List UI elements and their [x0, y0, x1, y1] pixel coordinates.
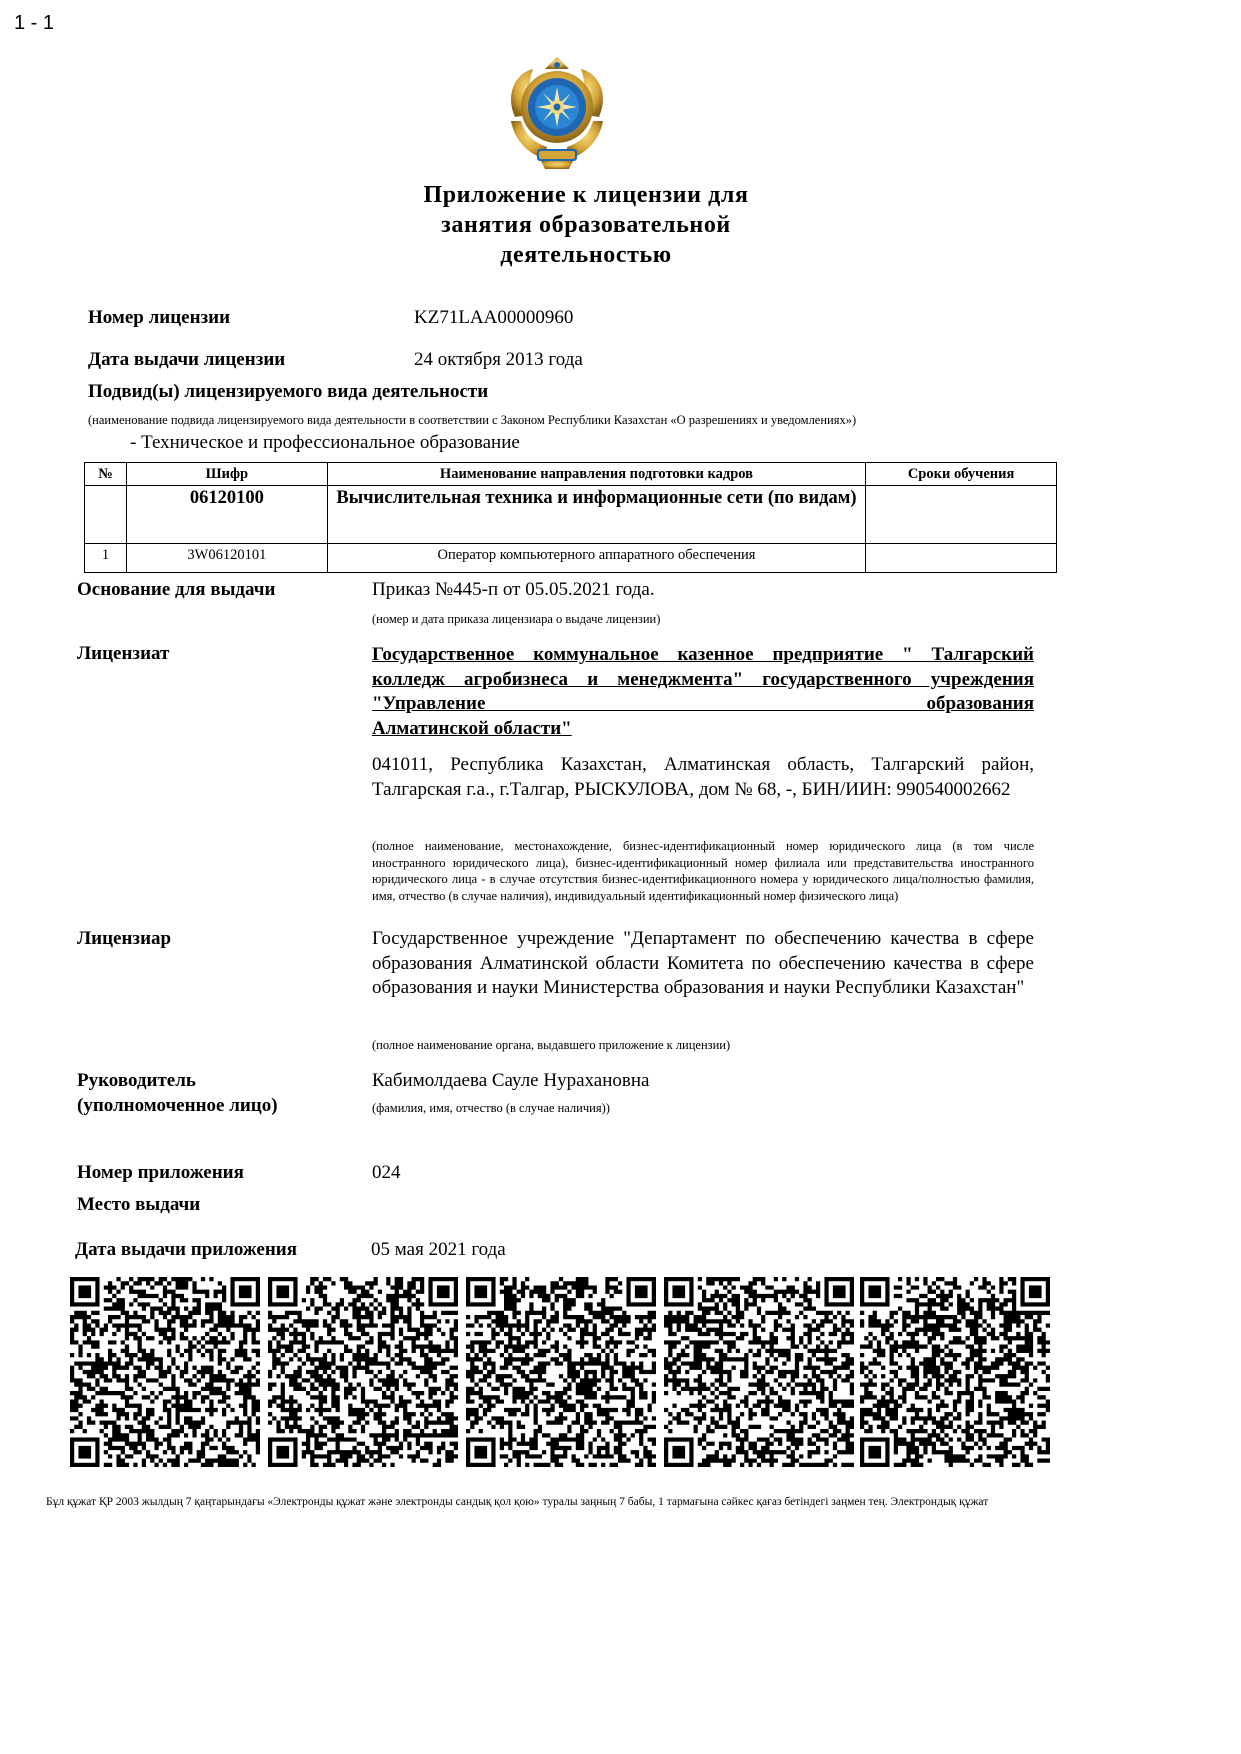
row-number-cell: 1	[85, 544, 127, 573]
document-title	[330, 180, 842, 270]
training-directions-table	[84, 462, 1057, 573]
title-line: деятельностью	[500, 242, 672, 268]
table-row	[85, 544, 1057, 573]
basis-note: (номер и дата приказа лицензиара о выдаче лицензии)	[372, 612, 661, 626]
appendix-date-value: 05 мая 2021 года	[371, 1239, 506, 1260]
qr-code-icon	[664, 1277, 854, 1467]
table-header-row	[85, 463, 1057, 486]
license-number-value: KZ71LAA00000960	[414, 307, 574, 328]
licensee-name-line: Государственное коммунальное казенное предприятие "	[372, 644, 913, 665]
licensee-address: 041011, Республика Казахстан, Алматинская область, Талгарский район, Талгарская г.а., г.Талгар, РЫСКУЛОВА, дом № 68, -, БИН/ИИН: 990540002662	[372, 754, 1034, 800]
head-name-value: Кабимолдаева Сауле Нурахановна	[372, 1070, 650, 1091]
qr-code-icon	[70, 1277, 260, 1467]
title-line: занятия образовательной	[441, 212, 731, 238]
license-date-label: Дата выдачи лицензии	[88, 349, 286, 370]
licensee-name-line: государственного учреждения "Управление образования	[372, 668, 1034, 714]
group-term-cell	[866, 486, 1057, 544]
qr-code-icon	[268, 1277, 458, 1467]
title-line: Приложение к лицензии для	[423, 182, 749, 208]
head-note: (фамилия, имя, отчество (в случае наличия))	[372, 1101, 610, 1115]
appendix-number-value: 024	[372, 1162, 401, 1183]
activity-subtype-label: Подвид(ы) лицензируемого вида деятельности	[88, 381, 489, 402]
head-label-authorized: (уполномоченное лицо)	[77, 1095, 278, 1116]
header-direction-name: Наименование направления подготовки кадров	[327, 463, 865, 486]
qr-code-icon	[466, 1277, 656, 1467]
appendix-date-label: Дата выдачи приложения	[75, 1239, 298, 1260]
licensee-name-line: Талгарский колледж агробизнеса и менеджмента"	[372, 644, 1034, 690]
kazakhstan-state-emblem-icon	[497, 55, 617, 171]
licensee-name-line: Алматинской области"	[372, 717, 572, 739]
appendix-number-label: Номер приложения	[77, 1162, 244, 1183]
activity-subtype-note: (наименование подвида лицензируемого вида деятельности в соответствии с Законом Республики Казахстан «О разрешениях и уведомлениях»)	[88, 413, 857, 427]
license-date-value: 24 октября 2013 года	[414, 349, 583, 370]
table-group-row	[85, 486, 1057, 544]
header-training-term: Сроки обучения	[866, 463, 1057, 486]
activity-subtype-value: - Техническое и профессиональное образование	[130, 432, 520, 453]
basis-value: Приказ №445-п от 05.05.2021 года.	[372, 579, 655, 600]
footer-legal-text: Бұл құжат ҚР 2003 жылдың 7 қаңтарындағы «Электронды құжат және электронды сандық қол қою» туралы заңның 7 бабы, 1 тармағына сәйкес қағаз бетіндегі заңмен тең. Электрондық құжат	[46, 1496, 989, 1508]
licensee-note: (полное наименование, местонахождение, бизнес-идентификационный номер юридического лица (в том числе иностранного юридического лица), бизнес-идентификационный номер филиала или представительства иностранного юридического лица - в случае отсутствия бизнес-идентификационного номера у юридического лица/полностью фамилия, имя, отчество (в случае наличия), индивидуальный идентификационный номер физического лица)	[372, 839, 1034, 903]
row-name-cell: Оператор компьютерного аппаратного обеспечения	[327, 544, 865, 573]
page-number: 1 - 1	[14, 12, 55, 34]
licensee-name	[372, 643, 1034, 741]
header-number: №	[85, 463, 127, 486]
row-code-cell: 3W06120101	[126, 544, 327, 573]
issue-place-label: Место выдачи	[77, 1194, 201, 1215]
group-name-cell: Вычислительная техника и информационные сети (по видам)	[327, 486, 865, 544]
licensor-label: Лицензиар	[77, 928, 172, 949]
qr-code-icon	[860, 1277, 1050, 1467]
row-term-cell	[866, 544, 1057, 573]
licensor-note: (полное наименование органа, выдавшего приложение к лицензии)	[372, 1038, 731, 1052]
license-number-label: Номер лицензии	[88, 307, 231, 328]
header-code: Шифр	[126, 463, 327, 486]
basis-label: Основание для выдачи	[77, 579, 276, 600]
head-label: Руководитель	[77, 1070, 196, 1091]
group-code-cell: 06120100	[126, 486, 327, 544]
group-number-cell	[85, 486, 127, 544]
licensee-label: Лицензиат	[77, 643, 170, 664]
licensor-name: Государственное учреждение "Департамент по обеспечению качества в сфере образования Алматинской области Комитета по обеспечению качества в сфере образования и науки Министерства образования и науки Республики Казахстан"	[372, 928, 1034, 998]
